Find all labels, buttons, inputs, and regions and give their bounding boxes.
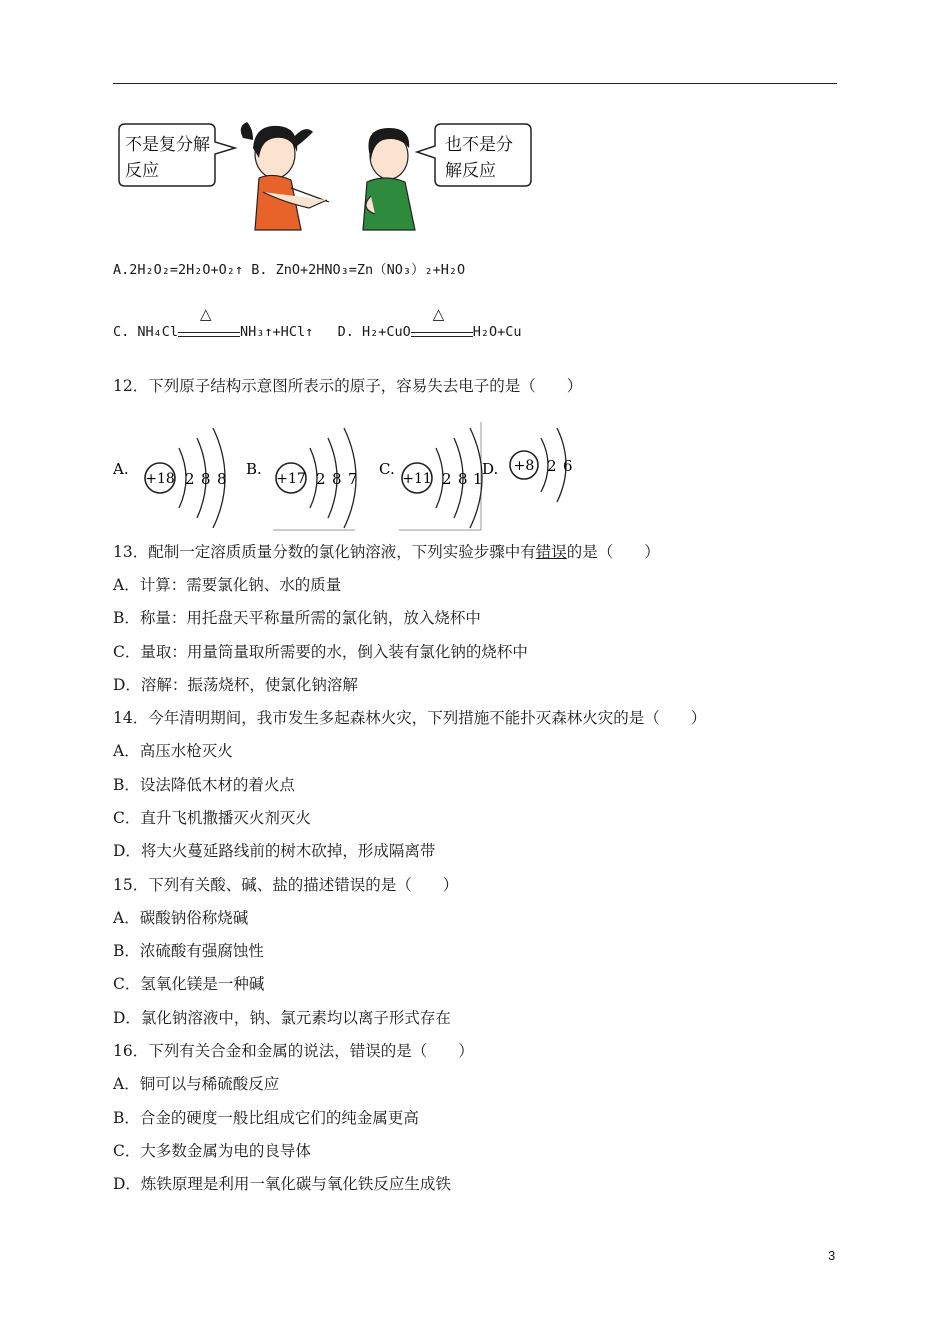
q11-option-b-equation: ZnO+2HNO₃=Zn（NO₃）₂+H₂O [275,262,466,278]
atom-a-shell-2: 8 [201,470,211,488]
atom-d-shell-2: 6 [563,457,573,475]
left-speech-bubble [119,124,235,186]
atom-c-label: C. [379,460,395,478]
atom-diagram-c [379,422,483,530]
q14-option-b: B．设法降低木材的着火点 [113,776,295,794]
left-bubble-line-2: 反应 [125,161,159,181]
atom-b-nucleus: +17 [276,471,306,487]
q14-option-c: C．直升飞机撒播灭火剂灭火 [113,809,311,827]
q15-option-d: D．氯化钠溶液中，钠、氯元素均以离子形式存在 [113,1009,451,1027]
q11-option-c-reactant: NH₄Cl [137,324,179,340]
q14-stem: 14．今年清明期间，我市发生多起森林火灾，下列措施不能扑灭森林火灾的是（ ） [113,709,707,727]
atom-a-shell-1: 2 [185,470,195,488]
q16-option-b: B．合金的硬度一般比组成它们的纯金属更高 [113,1109,419,1127]
atom-c-shell-3: 1 [473,470,483,488]
atom-c-shell-1: 2 [442,470,452,488]
q13-option-b: B．称量：用托盘天平称量所需的氯化钠，放入烧杯中 [113,609,481,627]
atom-d-label: D. [482,460,499,478]
q11-options-cd [113,305,522,342]
right-bubble-line-1: 也不是分 [445,135,513,155]
q15-option-c: C．氢氧化镁是一种碱 [113,975,265,993]
right-speech-bubble [417,124,531,186]
atom-d-nucleus: +8 [513,458,535,474]
q16-option-c: C．大多数金属为电的良导体 [113,1142,311,1160]
q13-stem: 13．配制一定溶质质量分数的氯化钠溶液，下列实验步骤中有错误的是（ ） [113,543,660,561]
q11-option-b-label: B. [251,262,268,278]
atom-b-label: B. [246,460,262,478]
q16-stem: 16．下列有关合金和金属的说法，错误的是（ ） [113,1042,474,1060]
q16-option-d: D．炼铁原理是利用一氧化碳与氧化铁反应生成铁 [113,1175,451,1193]
atom-c-nucleus: +11 [402,471,432,487]
q13-option-d: D．溶解：振荡烧杯，使氯化钠溶解 [113,676,358,694]
delta-icon: △ [432,305,445,323]
atom-d-shell-1: 2 [547,457,557,475]
q11-option-d-reactant: H₂+CuO [362,324,411,340]
atom-b-shell-1: 2 [316,470,326,488]
atom-c-shell-2: 8 [458,470,468,488]
q12-stem: 12．下列原子结构示意图所表示的原子，容易失去电子的是（ ） [113,377,583,395]
q11-option-d-label: D. [337,324,354,340]
delta-icon: △ [200,305,212,323]
atom-diagram-d [482,428,573,502]
q16-option-a: A．铜可以与稀硫酸反应 [113,1075,280,1093]
q15-stem: 15．下列有关酸、碱、盐的描述错误的是（ ） [113,876,459,894]
right-bubble-line-2: 解反应 [445,161,496,181]
q14-option-a: A．高压水枪灭火 [113,742,233,760]
boy-figure [363,128,415,230]
heating-equals-sign [178,305,240,338]
left-bubble-line-1: 不是复分解 [125,135,210,155]
heating-equals-sign [411,305,473,338]
q15-option-b: B．浓硫酸有强腐蚀性 [113,942,264,960]
q11-options-ab [113,260,465,280]
q11-option-d-product: H₂O+Cu [472,324,522,340]
atom-b-shell-2: 8 [332,470,342,488]
atom-b-shell-3: 7 [348,470,358,488]
q11-option-c-label: C. [113,324,130,340]
page-number: 3 [828,1248,836,1263]
q14-option-d: D．将大火蔓延路线前的树木砍掉，形成隔离带 [113,842,436,860]
atom-diagram-a [113,428,227,528]
q11-option-c-product: NH₃↑+HCl↑ [240,324,314,340]
atom-diagram-b [246,428,358,530]
q13-stem-underlined: 错误 [535,543,567,561]
atom-a-nucleus: +18 [145,471,175,487]
q13-option-a: A．计算：需要氯化钠、水的质量 [113,576,342,594]
header-rule [113,83,837,84]
atom-a-shell-3: 8 [217,470,227,488]
girl-figure [241,122,329,230]
q13-option-c: C．量取：用量筒量取所需要的水，倒入装有氯化钠的烧杯中 [113,643,528,661]
q11-option-a-label: A. [113,262,130,278]
q15-option-a: A．碳酸钠俗称烧碱 [113,909,249,927]
atom-a-label: A. [113,460,129,478]
cartoon-illustration [113,118,543,238]
atom-structure-diagrams [113,418,593,533]
q11-option-a-equation: 2H₂O₂=2H₂O+O₂↑ [129,262,244,278]
